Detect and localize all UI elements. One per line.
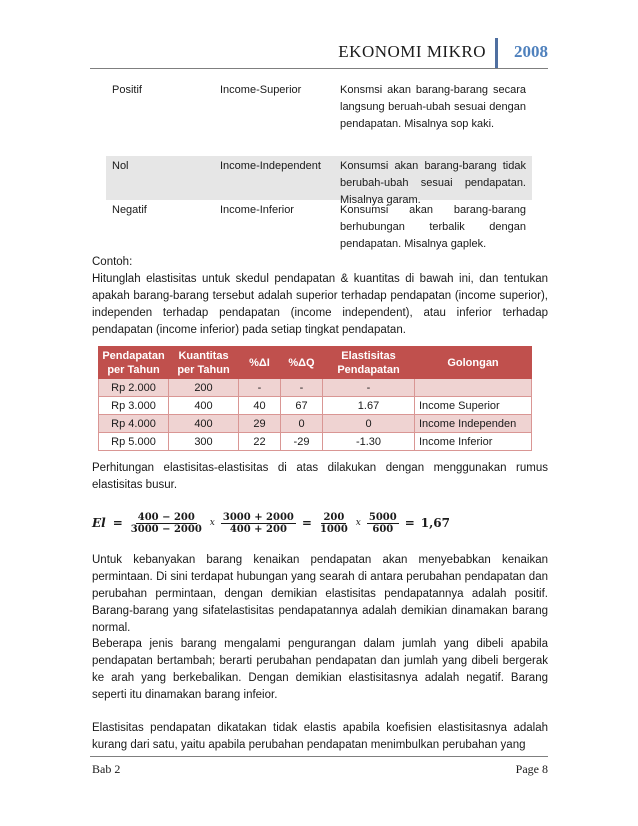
contoh-label: Contoh: — [92, 256, 133, 268]
category-type: Income-Independent — [220, 160, 321, 172]
contoh-text: Hitunglah elastisitas untuk skedul pendapatan & kuantitas di bawah ini, dan tentukan apakah barang-barang tersebut adalah superior terhadap pendapatan (income superior), independen terhadap pendapatan (income independent), atau inferior terhadap pendapatan (income inferior) pada setiap tingkat pendapatan. — [92, 273, 548, 336]
category-description: Konsumsi akan barang-barang berhubungan terbalik dengan pendapatan. Misalnya gaplek. — [340, 204, 526, 250]
cell-delta-i: - — [239, 379, 281, 397]
cell-golongan: Income Inferior — [415, 433, 532, 451]
formula-fraction-2 — [221, 512, 296, 535]
formula-lhs: El — [92, 516, 106, 530]
category-row-negatif — [106, 200, 532, 248]
fraction-numerator: 400 − 200 — [137, 511, 195, 523]
col-delta-i: %ΔI — [239, 347, 281, 379]
category-type: Income-Inferior — [220, 204, 294, 216]
cell-delta-q: -29 — [281, 433, 323, 451]
fraction-denominator: 3000 − 2000 — [130, 523, 202, 535]
paragraph-normal-goods: Untuk kebanyakan barang kenaikan pendapatan akan menyebabkan kenaikan permintaan. Di sini terdapat hubungan yang searah di antara perubahan pendapatan dan perubahan permintaan, dengan demikian elastisitas pendapatannya adalah positif. Barang-barang yang sifatelastisitas pendapatannya adalah demikian dinamakan barang normal. — [92, 554, 548, 634]
fraction-denominator: 1000 — [319, 523, 348, 535]
cell-kuantitas: 300 — [169, 433, 239, 451]
category-row-positif — [106, 80, 532, 156]
fraction-denominator: 600 — [372, 523, 394, 535]
contoh-section — [92, 254, 548, 339]
formula-equals: = — [112, 516, 123, 530]
paragraph-inferior-goods: Beberapa jenis barang mengalami pengurangan dalam jumlah yang dibeli apabila pendapatan bertambah; berarti perubahan pendapatan dan jumlah yang dibeli bergerak ke arah yang berkebalikan. Dengan demikian elastisitasnya adalah negatif. Barang seperti itu dinamakan barang infeior. — [92, 638, 548, 701]
cell-golongan: Income Independen — [415, 415, 532, 433]
formula-equals: = — [301, 516, 312, 530]
category-description: Konsumsi akan barang-barang tidak berubah-ubah sesuai pendapatan. Misalnya garam. — [340, 160, 526, 206]
fraction-numerator: 3000 + 2000 — [222, 511, 294, 523]
fraction-numerator: 200 — [323, 511, 345, 523]
col-pendapatan: Pendapatan per Tahun — [99, 347, 169, 379]
formula-fraction-4 — [367, 512, 399, 535]
category-elasticity: Nol — [112, 160, 129, 172]
col-elastisitas: Elastisitas Pendapatan — [323, 347, 415, 379]
formula-equals: = — [404, 516, 415, 530]
cell-kuantitas: 400 — [169, 415, 239, 433]
header-year: 2008 — [514, 42, 548, 61]
category-row-nol — [106, 156, 532, 206]
arc-elasticity-formula — [92, 510, 453, 536]
table-row — [99, 397, 532, 415]
formula-fraction-3 — [318, 512, 350, 535]
table-row — [99, 415, 532, 433]
table-row — [99, 379, 532, 397]
header-separator — [495, 38, 498, 68]
cell-kuantitas: 400 — [169, 397, 239, 415]
table-header-row — [99, 347, 532, 379]
category-description: Konsmsi akan barang-barang secara langsung beruah-ubah sesuai dengan pendapatan. Misalnya sop kaki. — [340, 84, 526, 130]
table-row — [99, 433, 532, 451]
page-header — [90, 38, 548, 68]
cell-delta-q: - — [281, 379, 323, 397]
formula-times: x — [209, 518, 215, 528]
footer-chapter: Bab 2 — [92, 762, 121, 776]
paragraph-inelastic: Elastisitas pendapatan dikatakan tidak elastis apabila koefisien elastisitasnya adalah kurang dari satu, yaitu apabila perubahan pendapatan menimbulkan perubahan yang — [92, 722, 548, 751]
category-type: Income-Superior — [220, 84, 302, 96]
footer-page-number: Page 8 — [515, 762, 548, 776]
footer-rule — [90, 756, 548, 757]
formula-result: 1,67 — [420, 516, 451, 530]
cell-golongan: Income Superior — [415, 397, 532, 415]
fraction-denominator: 400 + 200 — [229, 523, 287, 535]
col-kuantitas: Kuantitas per Tahun — [169, 347, 239, 379]
col-delta-q: %ΔQ — [281, 347, 323, 379]
cell-delta-i: 29 — [239, 415, 281, 433]
cell-elastisitas: 0 — [323, 415, 415, 433]
category-elasticity: Negatif — [112, 204, 147, 216]
col-golongan: Golongan — [415, 347, 532, 379]
formula-times: x — [355, 518, 361, 528]
cell-delta-i: 22 — [239, 433, 281, 451]
cell-elastisitas: -1.30 — [323, 433, 415, 451]
cell-pendapatan: Rp 2.000 — [99, 379, 169, 397]
cell-pendapatan: Rp 5.000 — [99, 433, 169, 451]
perhitungan-text: Perhitungan elastisitas-elastisitas di atas dilakukan dengan menggunakan rumus elastisitas busur. — [92, 462, 548, 491]
elasticity-category-table — [106, 80, 532, 248]
cell-delta-i: 40 — [239, 397, 281, 415]
cell-delta-q: 67 — [281, 397, 323, 415]
cell-pendapatan: Rp 3.000 — [99, 397, 169, 415]
cell-elastisitas: - — [323, 379, 415, 397]
fraction-numerator: 5000 — [368, 511, 397, 523]
header-rule — [90, 68, 548, 69]
category-elasticity: Positif — [112, 84, 142, 96]
formula-fraction-1 — [129, 512, 204, 535]
cell-kuantitas: 200 — [169, 379, 239, 397]
cell-elastisitas: 1.67 — [323, 397, 415, 415]
cell-delta-q: 0 — [281, 415, 323, 433]
income-elasticity-table — [98, 346, 532, 451]
cell-golongan — [415, 379, 532, 397]
cell-pendapatan: Rp 4.000 — [99, 415, 169, 433]
header-title: EKONOMI MIKRO — [338, 42, 486, 61]
